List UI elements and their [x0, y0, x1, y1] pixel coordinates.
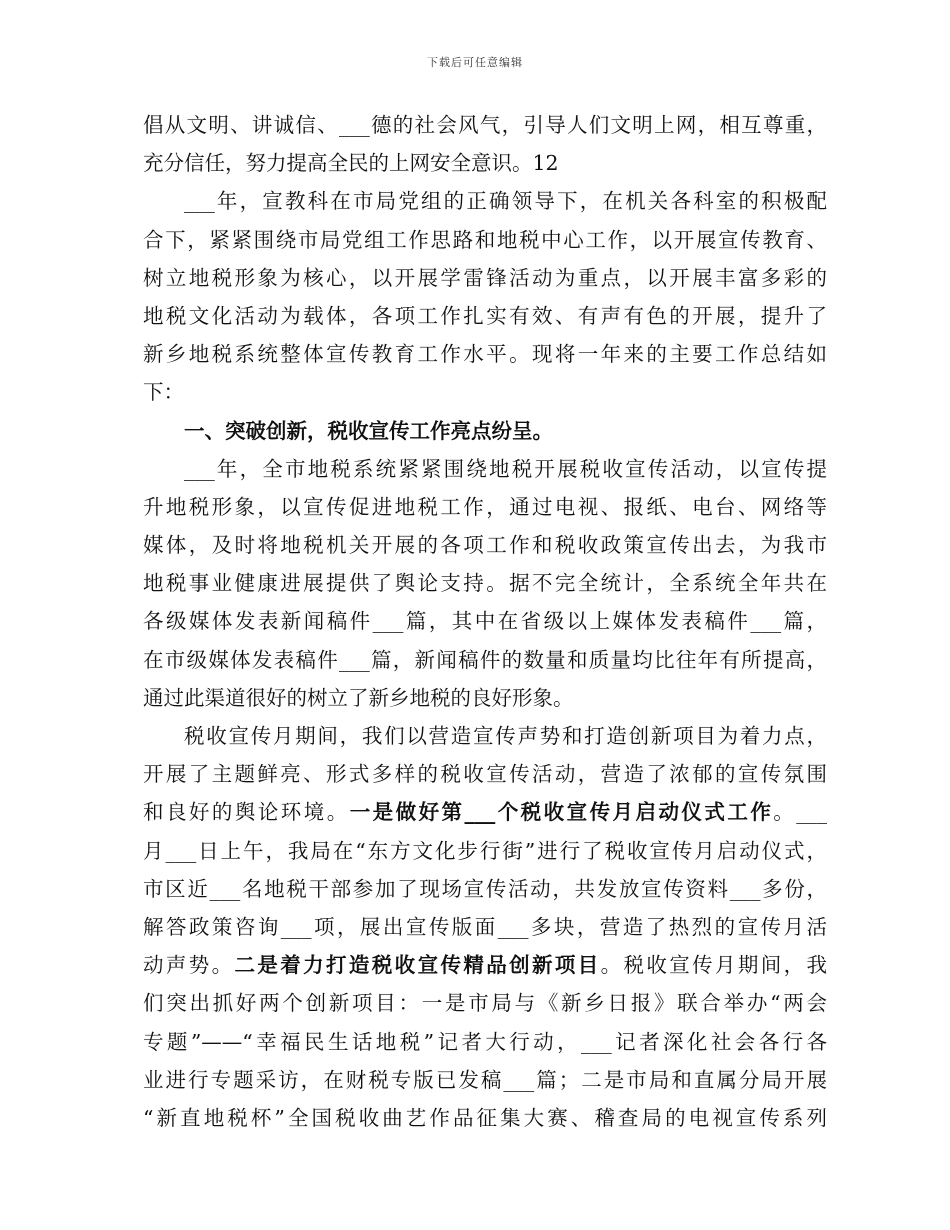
text-line [143, 832, 827, 870]
text-run: ___年，全市地税系统紧紧围绕地税开展税收宣传活动，以宣传提 [184, 456, 827, 481]
text-line [143, 641, 827, 679]
paragraph-first-line [143, 182, 827, 220]
text-line [143, 144, 827, 182]
text-line [143, 679, 827, 717]
text-line [143, 488, 827, 526]
document-body [143, 106, 827, 1137]
text-run: 各级媒体发表新闻稿件___篇，其中在省级以上媒体发表稿件___篇， [143, 609, 827, 634]
text-run: 动声势。 [143, 953, 235, 978]
text-run: 媒体，及时将地税机关开展的各项工作和税收政策宣传出去，为我市 [143, 533, 827, 558]
text-run: 合下，紧紧围绕市局党组工作思路和地税中心工作，以开展宣传教育、 [143, 227, 827, 252]
text-line [143, 564, 827, 602]
text-line [143, 908, 827, 946]
text-line [143, 1023, 827, 1061]
section-heading [143, 412, 827, 450]
text-run: 升地税形象，以宣传促进地税工作，通过电视、报纸、电台、网络等 [143, 494, 827, 519]
text-line [143, 793, 827, 831]
text-line [143, 1099, 827, 1137]
text-run: 倡从文明、讲诚信、___德的社会风气，引导人们文明上网，相互尊重， [143, 113, 827, 137]
bold-emphasis: 一是做好第___个税收宣传月启动仪式工作 [349, 800, 774, 825]
text-run: 。___ [773, 800, 827, 825]
paragraph-first-line [143, 717, 827, 755]
page-header: 下载后可任意编辑 [427, 56, 523, 69]
text-line [143, 946, 827, 984]
text-run: 树立地税形象为核心，以开展学雷锋活动为重点，以开展丰富多彩的 [143, 265, 827, 290]
text-run: 新乡地税系统整体宣传教育工作水平。现将一年来的主要工作总结如 [143, 342, 827, 367]
text-run: 解答政策咨询___项，展出宣传版面___多块，营造了热烈的宣传月活 [143, 914, 827, 939]
text-line [143, 221, 827, 259]
text-run: 市区近___名地税干部参加了现场宣传活动，共发放宣传资料___多份， [143, 876, 827, 901]
text-line [143, 755, 827, 793]
text-line [143, 602, 827, 640]
text-line [143, 526, 827, 564]
text-run: ___年，宣教科在市局党组的正确领导下，在机关各科室的积极配 [184, 189, 827, 214]
text-line [143, 870, 827, 908]
text-run: 。税收宣传月期间，我 [600, 953, 827, 978]
text-run: 业进行专题采访，在财税专版已发稿___篇；二是市局和直属分局开展 [143, 1067, 827, 1092]
text-line [143, 297, 827, 335]
text-run: 在市级媒体发表稿件___篇，新闻稿件的数量和质量均比往年有所提高， [143, 647, 827, 672]
text-line [143, 335, 827, 373]
paragraph-first-line [143, 450, 827, 488]
text-line [143, 984, 827, 1022]
text-run: “新直地税杯”全国税收曲艺作品征集大赛、稽查局的电视宣传系列 [143, 1105, 827, 1130]
text-run: 们突出抓好两个创新项目：一是市局与《新乡日报》联合举办“两会 [143, 991, 827, 1016]
text-line [143, 373, 827, 411]
text-line [143, 1061, 827, 1099]
text-run: 下： [143, 380, 184, 405]
text-run: 和良好的舆论环境。 [143, 800, 350, 825]
text-run: 通过此渠道很好的树立了新乡地税的良好形象。 [143, 685, 574, 710]
text-line [143, 106, 827, 144]
text-run: 税收宣传月期间，我们以营造宣传声势和打造创新项目为着力点， [184, 724, 827, 748]
text-run: 地税文化活动为载体，各项工作扎实有效、有声有色的开展，提升了 [143, 303, 827, 328]
text-run: 地税事业健康进展提供了舆论支持。据不完全统计，全系统全年共在 [143, 571, 827, 596]
bold-emphasis: 二是着力打造税收宣传精品创新项目 [234, 953, 601, 978]
text-run: 开展了主题鲜亮、形式多样的税收宣传活动，营造了浓郁的宣传氛围 [143, 762, 827, 787]
text-run: 充分信任，努力提高全民的上网安全意识。12 [143, 151, 559, 176]
text-run: 月___日上午，我局在“东方文化步行街”进行了税收宣传月启动仪式， [143, 838, 827, 863]
heading-text: 一、突破创新，税收宣传工作亮点纷呈。 [184, 418, 553, 443]
text-line [143, 259, 827, 297]
text-run: 专题”——“幸福民生话地税”记者大行动，___记者深化社会各行各 [143, 1029, 827, 1054]
